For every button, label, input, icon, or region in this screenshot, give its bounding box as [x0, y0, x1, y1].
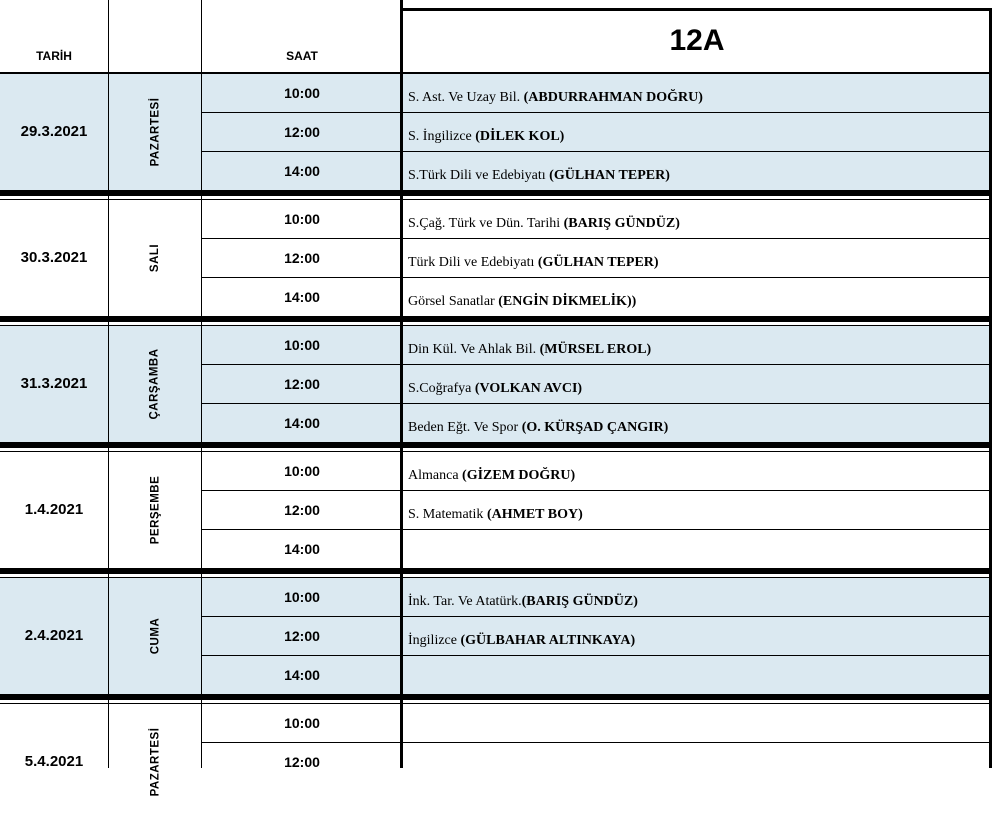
lesson-cell	[402, 238, 992, 277]
time-text: 10:00	[284, 336, 320, 353]
row-divider	[202, 490, 992, 491]
lesson-cell	[402, 742, 992, 781]
lesson-cell	[402, 529, 992, 568]
header-date-label-cell	[0, 8, 108, 73]
header-time-label: SAAT	[286, 48, 318, 63]
day-name-text: PAZARTESİ	[148, 727, 161, 796]
lesson-text	[408, 633, 635, 649]
row-divider	[202, 112, 992, 113]
group-separator	[0, 190, 992, 196]
lesson-text	[408, 90, 703, 106]
time-text: 12:00	[284, 249, 320, 266]
date-cell	[0, 73, 108, 190]
class-title: 12A	[669, 23, 725, 57]
subject-text: İnk. Tar. Ve Atatürk.	[408, 593, 522, 609]
time-text: 10:00	[284, 210, 320, 227]
lesson-text	[408, 381, 582, 397]
lesson-text	[408, 342, 651, 358]
time-cell	[202, 325, 402, 364]
group-separator	[0, 694, 992, 700]
time-cell	[202, 742, 402, 781]
header-top-border	[402, 8, 992, 11]
time-text: 12:00	[284, 501, 320, 518]
subject-text: Türk Dili ve Edebiyatı	[408, 254, 538, 270]
time-cell	[202, 529, 402, 568]
subject-text: S. Matematik	[408, 506, 487, 522]
teacher-name: (GİZEM DOĞRU)	[462, 467, 576, 483]
time-cell	[202, 238, 402, 277]
time-cell	[202, 73, 402, 112]
row-divider	[202, 151, 992, 152]
day-name-text: CUMA	[149, 617, 161, 654]
date-cell	[0, 325, 108, 442]
lesson-text	[408, 216, 680, 232]
day-name-cell	[108, 451, 202, 568]
time-text: 14:00	[284, 414, 320, 431]
lesson-text	[408, 294, 636, 310]
teacher-name: (GÜLHAN TEPER)	[549, 167, 670, 183]
date-text: 2.4.2021	[24, 627, 84, 644]
lesson-cell	[402, 277, 992, 316]
row-divider	[202, 655, 992, 656]
time-cell	[202, 616, 402, 655]
group-separator	[0, 442, 992, 448]
group-top-line	[0, 577, 992, 578]
subject-text: S.Çağ. Türk ve Dün. Tarihi	[408, 215, 564, 231]
group-top-line	[0, 325, 992, 326]
time-cell	[202, 403, 402, 442]
group-top-line	[0, 703, 992, 704]
row-divider	[202, 403, 992, 404]
lesson-cell	[402, 112, 992, 151]
header-bottom-border	[0, 72, 992, 73]
date-cell	[0, 199, 108, 316]
lesson-cell	[402, 655, 992, 694]
col-line-1	[108, 0, 109, 768]
class-title-cell	[402, 8, 992, 73]
time-cell	[202, 655, 402, 694]
row-divider	[202, 529, 992, 530]
lesson-text	[408, 255, 659, 271]
teacher-name: (VOLKAN AVCI)	[474, 380, 583, 396]
subject-text: Almanca	[408, 467, 463, 483]
lesson-cell	[402, 364, 992, 403]
day-name-cell	[108, 325, 202, 442]
time-text: 12:00	[284, 123, 320, 140]
subject-text: Beden Eğt. Ve Spor	[408, 419, 522, 435]
subject-text: S.Türk Dili ve Edebiyatı	[408, 167, 550, 183]
row-divider	[202, 238, 992, 239]
teacher-name: (GÜLHAN TEPER)	[537, 254, 659, 270]
group-separator	[0, 568, 992, 574]
day-name-text: ÇARŞAMBA	[149, 347, 161, 420]
lesson-cell	[402, 325, 992, 364]
time-text: 10:00	[284, 588, 320, 605]
lesson-cell	[402, 151, 992, 190]
teacher-name: (O. KÜRŞAD ÇANGIR)	[521, 419, 669, 435]
date-text: 1.4.2021	[24, 501, 84, 518]
lesson-cell	[402, 703, 992, 742]
lesson-text	[408, 129, 564, 145]
time-text: 12:00	[284, 753, 320, 770]
lesson-text	[408, 507, 583, 523]
teacher-name: (ENGİN DİKMELİK))	[498, 293, 637, 309]
day-name-cell	[108, 73, 202, 190]
time-text: 10:00	[284, 84, 320, 101]
lesson-cell	[402, 577, 992, 616]
teacher-name: (ABDURRAHMAN DOĞRU)	[523, 89, 703, 105]
time-cell	[202, 490, 402, 529]
day-name-cell	[108, 199, 202, 316]
group-top-line	[0, 451, 992, 452]
time-text: 14:00	[284, 162, 320, 179]
col-line-2	[201, 0, 202, 768]
time-cell	[202, 364, 402, 403]
date-cell	[0, 703, 108, 820]
col-line-3	[400, 0, 403, 768]
date-text: 31.3.2021	[20, 375, 88, 392]
time-cell	[202, 199, 402, 238]
lesson-cell	[402, 490, 992, 529]
time-cell	[202, 151, 402, 190]
row-divider	[202, 277, 992, 278]
day-name-text: SALI	[148, 243, 161, 272]
date-text: 30.3.2021	[20, 249, 88, 266]
day-name-cell	[108, 577, 202, 694]
subject-text: Görsel Sanatlar	[408, 293, 499, 309]
lesson-cell	[402, 451, 992, 490]
lesson-cell	[402, 199, 992, 238]
subject-text: S. Ast. Ve Uzay Bil.	[408, 89, 524, 105]
day-name-cell	[108, 703, 202, 820]
subject-text: Din Kül. Ve Ahlak Bil.	[408, 341, 540, 357]
subject-text: İngilizce	[408, 632, 461, 648]
date-cell	[0, 451, 108, 568]
teacher-name: (DİLEK KOL)	[475, 128, 565, 144]
lesson-cell	[402, 616, 992, 655]
date-text: 5.4.2021	[24, 753, 84, 770]
row-divider	[202, 616, 992, 617]
time-cell	[202, 451, 402, 490]
time-cell	[202, 703, 402, 742]
lesson-text	[408, 420, 668, 436]
day-name-text: PAZARTESİ	[148, 97, 161, 166]
header-time-label-cell	[202, 8, 402, 73]
row-divider	[202, 364, 992, 365]
subject-text: S.Coğrafya	[408, 380, 475, 396]
lesson-text	[408, 168, 670, 184]
lesson-text	[408, 594, 638, 610]
teacher-name: (BARIŞ GÜNDÜZ)	[521, 593, 638, 609]
subject-text: S. İngilizce	[408, 128, 476, 144]
teacher-name: (AHMET BOY)	[486, 506, 583, 522]
lesson-cell	[402, 73, 992, 112]
row-divider	[202, 742, 992, 743]
time-text: 12:00	[284, 627, 320, 644]
lesson-text	[408, 468, 575, 484]
time-cell	[202, 277, 402, 316]
header-day-label-cell	[108, 8, 202, 73]
time-cell	[202, 112, 402, 151]
day-name-text: PERŞEMBE	[148, 475, 161, 544]
header-date-label: TARİH	[36, 48, 72, 63]
time-text: 10:00	[284, 462, 320, 479]
date-cell	[0, 577, 108, 694]
teacher-name: (BARIŞ GÜNDÜZ)	[563, 215, 680, 231]
teacher-name: (MÜRSEL EROL)	[539, 341, 652, 357]
time-text: 14:00	[284, 666, 320, 683]
group-top-line	[0, 73, 992, 74]
date-text: 29.3.2021	[20, 123, 88, 140]
group-separator	[0, 316, 992, 322]
time-text: 12:00	[284, 375, 320, 392]
lesson-cell	[402, 403, 992, 442]
time-cell	[202, 577, 402, 616]
group-top-line	[0, 199, 992, 200]
teacher-name: (GÜLBAHAR ALTINKAYA)	[460, 632, 636, 648]
time-text: 14:00	[284, 288, 320, 305]
time-text: 10:00	[284, 714, 320, 731]
time-text: 14:00	[284, 540, 320, 557]
